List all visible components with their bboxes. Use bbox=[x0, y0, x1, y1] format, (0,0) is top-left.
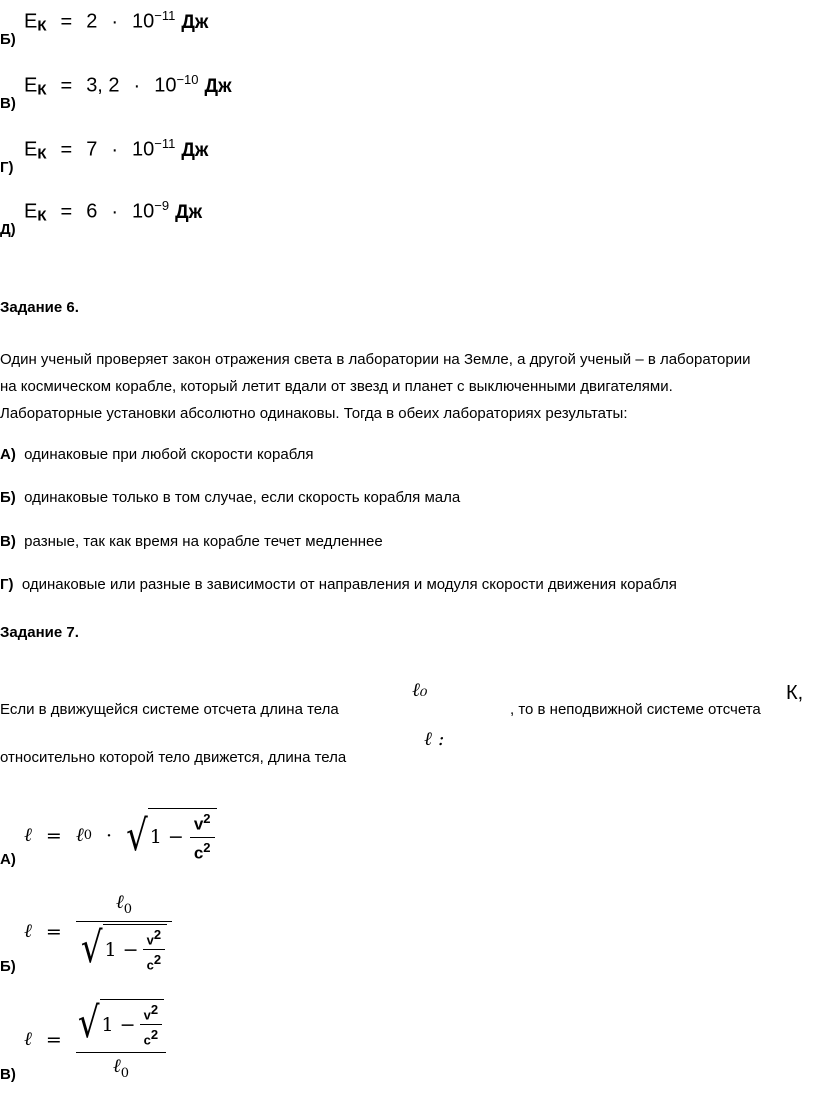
task7-frame-k: К, bbox=[786, 682, 804, 704]
task6-line3: Лабораторные установки абсолютно одинаковы. Тогда в обеих лабораториях результаты: bbox=[0, 405, 628, 422]
task7-option-a bbox=[0, 800, 300, 876]
task7-l-symbol: ℓ : bbox=[424, 728, 445, 750]
task6-option-a: А) одинаковые при любой скорости корабля bbox=[0, 446, 314, 463]
option-label: Б) bbox=[0, 31, 16, 48]
formula-b: ℓ = ℓ$_0$ √ 1 − $\frac{v^2}{c^2}$ bbox=[24, 891, 172, 972]
formula-v: ℓ = √ 1 − $\frac{v^2}{c^2}$ ℓ$_0$ bbox=[24, 999, 166, 1080]
energy-option-v bbox=[0, 72, 300, 116]
task7-text-part1: Если в движущейся системе отсчета длина тела bbox=[0, 701, 339, 718]
task7-title: Задание 7. bbox=[0, 624, 79, 641]
task6-option-g: Г) одинаковые или разные в зависимости от направления и модуля скорости движения корабля bbox=[0, 576, 677, 593]
task6-line1: Один ученый проверяет закон отражения света в лаборатории на Земле, а другой ученый – в лаборатории bbox=[0, 351, 751, 368]
sqrt-icon: √ 1 − $\frac{v^2}{c^2}$ bbox=[126, 808, 216, 863]
option-label: В) bbox=[0, 1066, 16, 1083]
option-label: В) bbox=[0, 95, 16, 112]
task6-option-b: Б) одинаковые только в том случае, если скорость корабля мала bbox=[0, 489, 461, 506]
task6-title: Задание 6. bbox=[0, 299, 79, 316]
energy-option-d bbox=[0, 198, 300, 242]
task7-text-part4: относительно которой тело движется, длина тела bbox=[0, 749, 347, 766]
option-label: Б) bbox=[0, 958, 16, 975]
task6-line2: на космическом корабле, который летит вдали от звезд и планет с выключенными двигателями. bbox=[0, 378, 673, 395]
energy-formula: $E_К = 6 \cdot 10^{-9}$ Дж bbox=[24, 198, 203, 225]
option-label: Д) bbox=[0, 221, 16, 238]
task7-option-v bbox=[0, 995, 300, 1090]
option-label: Г) bbox=[0, 159, 14, 176]
energy-formula: $E_К = 7 \cdot 10^{-11}$ Дж bbox=[24, 136, 209, 163]
energy-option-b bbox=[0, 8, 300, 52]
sqrt-icon: √ 1 − $\frac{v^2}{c^2}$ bbox=[78, 999, 164, 1048]
sqrt-icon: √ 1 − $\frac{v^2}{c^2}$ bbox=[81, 924, 167, 973]
energy-formula: $E_К = 2 \cdot 10^{-11}$ Дж bbox=[24, 8, 209, 35]
energy-formula: $E_К = 3$, $2 \cdot 10^{-10}$ Дж bbox=[24, 72, 232, 99]
task7-l0-symbol: ℓ₀ bbox=[412, 679, 428, 701]
task6-option-v: В) разные, так как время на корабле течет медленнее bbox=[0, 533, 383, 550]
task7-option-b bbox=[0, 885, 300, 975]
task7-text-part2: , то в неподвижной системе отсчета bbox=[510, 701, 761, 718]
formula-a: ℓ = ℓ 0 · √ 1 − $\frac{v^2}{c^2}$ bbox=[24, 808, 217, 863]
energy-option-g bbox=[0, 136, 300, 180]
option-label: А) bbox=[0, 851, 16, 868]
